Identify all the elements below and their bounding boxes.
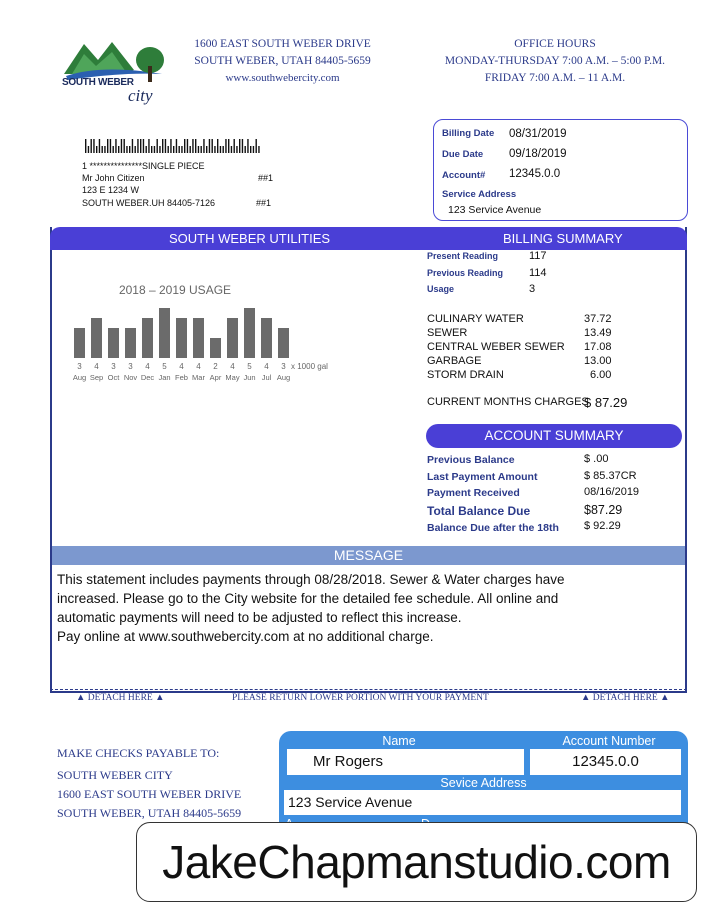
usage-month-label: Mar [192, 373, 205, 382]
usage-bar [74, 328, 85, 358]
last-payment-label: Last Payment Amount [427, 471, 538, 483]
barcode-bar [124, 139, 125, 153]
message-line1: This statement includes payments through 08/28/2018. Sewer & Water charges have [57, 572, 565, 587]
office-hours-line1: MONDAY-THURSDAY 7:00 A.M. – 5:00 P.M. [444, 55, 666, 67]
usage-bar [193, 318, 204, 358]
message-line4: Pay online at www.southwebercity.com at no additional charge. [57, 629, 434, 644]
barcode-bar [228, 139, 229, 153]
barcode-bar [159, 146, 160, 153]
city-address-header [170, 36, 395, 87]
detach-instructions: PLEASE RETURN LOWER PORTION WITH YOUR PAYMENT [232, 693, 489, 703]
mailing-name: Mr John Citizen [82, 173, 145, 183]
barcode-bar [113, 146, 114, 153]
usage-value-label: 3 [111, 362, 116, 371]
barcode-bar [151, 146, 152, 153]
stub-account-label: Account Number [562, 734, 656, 748]
barcode-bar [154, 146, 155, 153]
barcode-bar [245, 146, 246, 153]
barcode-bar [225, 139, 226, 153]
billing-date-label: Billing Date [442, 128, 495, 139]
detach-here-left: ▲ DETACH HERE ▲ [76, 693, 165, 703]
usage-month-label: Dec [140, 373, 155, 382]
usage-value-label: 2 [213, 362, 218, 371]
barcode-bar [102, 146, 103, 153]
usage-bar [227, 318, 238, 358]
usage-value-label: 3 [77, 362, 82, 371]
usage-unit-label: x 1000 gal [291, 362, 328, 371]
previous-balance-value: $ .00 [584, 453, 609, 465]
usage-bar [261, 318, 272, 358]
usage-value-label: 4 [264, 362, 269, 371]
charge-value-water: 37.72 [584, 313, 612, 325]
utilities-title: SOUTH WEBER UTILITIES [169, 231, 331, 246]
barcode-bar [148, 139, 149, 153]
office-hours [425, 36, 685, 87]
barcode-bar [242, 139, 243, 153]
usage-label: Usage [427, 284, 455, 294]
barcode-bar [146, 146, 147, 153]
mailing-city: SOUTH WEBER.UH 84405-7126 [82, 198, 216, 208]
usage-bar [278, 328, 289, 358]
barcode-bar [137, 139, 138, 153]
payment-received-label: Payment Received [427, 487, 520, 499]
barcode-bar [168, 146, 169, 153]
previous-balance-label: Previous Balance [427, 454, 515, 466]
payment-received-value: 08/16/2019 [584, 486, 640, 498]
usage-month-label: Jan [158, 373, 171, 382]
barcode-bar [85, 139, 86, 153]
usage-value-label: 4 [179, 362, 184, 371]
office-hours-title: OFFICE HOURS [514, 38, 596, 50]
total-balance-label: Total Balance Due [427, 504, 531, 518]
barcode-bar [110, 139, 111, 153]
usage-bar [210, 338, 221, 358]
stub-name-field[interactable] [287, 749, 524, 775]
barcode-bar [214, 146, 215, 153]
barcode-bar [179, 146, 180, 153]
barcode-bar [250, 146, 251, 153]
barcode-bar [181, 146, 182, 153]
barcode-bar [162, 139, 163, 153]
usage-bar [176, 318, 187, 358]
stub-name-label: Name [382, 734, 416, 748]
logo-text-line2: city [128, 86, 153, 105]
header-address-line1: 1600 EAST SOUTH WEBER DRIVE [194, 38, 371, 50]
barcode-bar [165, 139, 166, 153]
message-line2: increased. Please go to the City website for the detailed fee schedule. All online and [57, 591, 559, 606]
usage-month-label: Oct [107, 373, 120, 382]
barcode-bar [173, 146, 174, 153]
due-date-label: Due Date [442, 149, 484, 160]
postal-barcode-icon [85, 138, 263, 154]
usage-month-label: Sep [89, 373, 104, 382]
barcode-bar [201, 146, 202, 153]
barcode-bar [239, 139, 240, 153]
message-title: MESSAGE [52, 546, 685, 565]
barcode-bar [99, 139, 100, 153]
barcode-bar [190, 146, 191, 153]
usage-value-label: 3 [281, 362, 286, 371]
total-balance-value: $87.29 [584, 503, 623, 517]
barcode-bar [195, 139, 196, 153]
usage-month-label: Jul [261, 373, 272, 382]
barcode-bar [143, 139, 144, 153]
barcode-bar [212, 139, 213, 153]
barcode-bar [88, 146, 89, 153]
detach-dashed-line [50, 689, 687, 690]
mailing-line1: 1 ***************SINGLE PIECE [82, 161, 205, 171]
header-website[interactable]: www.southwebercity.com [225, 72, 340, 84]
charge-label-central-sewer: CENTRAL WEBER SEWER [427, 341, 565, 353]
usage-month-label: Feb [175, 373, 188, 382]
mailing-name-code: ##1 [258, 173, 274, 183]
billing-date-value: 08/31/2019 [509, 128, 567, 140]
barcode-bar [236, 146, 237, 153]
usage-value-label: 4 [145, 362, 150, 371]
barcode-bar [176, 139, 177, 153]
barcode-bar [203, 139, 204, 153]
last-payment-value: $ 85.37CR [584, 470, 637, 482]
barcode-bar [184, 139, 185, 153]
charge-value-central-sewer: 17.08 [584, 341, 612, 353]
barcode-bar [93, 139, 94, 153]
payable-line3: SOUTH WEBER, UTAH 84405-5659 [57, 806, 242, 820]
usage-value-label: 5 [162, 362, 167, 371]
usage-bar [91, 318, 102, 358]
barcode-bar [256, 139, 257, 153]
barcode-bar [220, 146, 221, 153]
charge-label-sewer: SEWER [427, 327, 468, 339]
current-charges-label: CURRENT MONTHS CHARGES [427, 396, 589, 408]
barcode-bar [121, 139, 122, 153]
usage-chart-title: 2018 – 2019 USAGE [118, 283, 232, 297]
message-body [57, 570, 682, 646]
barcode-bar [234, 139, 235, 153]
mountain-logo-icon [62, 36, 170, 112]
usage-month-label: Apr [209, 373, 222, 382]
late-balance-label: Balance Due after the 18th [427, 522, 559, 534]
present-reading-value: 117 [529, 250, 547, 262]
present-reading-label: Present Reading [427, 251, 499, 261]
charge-label-garbage: GARBAGE [427, 355, 482, 367]
barcode-bar [258, 146, 259, 153]
usage-bar-chart [70, 302, 350, 386]
usage-value-label: 4 [94, 362, 99, 371]
service-address-value: 123 Service Avenue [448, 204, 542, 216]
charge-label-storm-drain: STORM DRAIN [427, 369, 504, 381]
account-number-label: Account# [442, 170, 486, 181]
usage-value-label: 4 [230, 362, 235, 371]
charge-value-storm-drain: 6.00 [590, 369, 612, 381]
usage-bar [125, 328, 136, 358]
current-charges-value: $ 87.29 [584, 395, 628, 410]
account-number-value: 12345.0.0 [509, 168, 561, 180]
barcode-bar [223, 146, 224, 153]
header-address-line2: SOUTH WEBER, UTAH 84405-5659 [194, 55, 371, 67]
billing-summary-title: BILLING SUMMARY [503, 231, 623, 246]
watermark-banner: JakeChapmanstudio.com [136, 822, 697, 902]
billing-info-box [433, 119, 688, 221]
message-line3: automatic payments will need to be adjusted to reflect this increase. [57, 610, 462, 625]
usage-value: 3 [529, 283, 536, 295]
usage-bar [142, 318, 153, 358]
barcode-bar [253, 146, 254, 153]
payable-line2: 1600 EAST SOUTH WEBER DRIVE [57, 787, 242, 801]
payable-title: MAKE CHECKS PAYABLE TO: [57, 746, 220, 760]
detach-here-right: ▲ DETACH HERE ▲ [581, 693, 670, 703]
barcode-bar [126, 146, 127, 153]
barcode-bar [157, 139, 158, 153]
charge-label-water: CULINARY WATER [427, 313, 524, 325]
account-summary-title: ACCOUNT SUMMARY [426, 424, 682, 448]
barcode-bar [247, 139, 248, 153]
due-date-value: 09/18/2019 [509, 148, 567, 160]
barcode-bar [91, 139, 92, 153]
mailing-city-code: ##1 [256, 198, 272, 208]
usage-value-label: 5 [247, 362, 252, 371]
usage-value-label: 3 [128, 362, 133, 371]
stub-name-value: Mr Rogers [313, 753, 384, 770]
barcode-bar [209, 139, 210, 153]
barcode-bar [192, 139, 193, 153]
barcode-bar [129, 146, 130, 153]
barcode-bar [118, 146, 119, 153]
barcode-bar [132, 139, 133, 153]
barcode-bar [231, 146, 232, 153]
barcode-bar [140, 139, 141, 153]
charge-value-sewer: 13.49 [584, 327, 612, 339]
stub-account-value: 12345.0.0 [572, 753, 639, 770]
usage-month-label: Aug [276, 373, 291, 382]
barcode-bar [104, 146, 105, 153]
barcode-bar [107, 139, 108, 153]
barcode-bar [135, 146, 136, 153]
charge-value-garbage: 13.00 [584, 355, 612, 367]
usage-bar [244, 308, 255, 358]
barcode-bar [96, 146, 97, 153]
office-hours-line2: FRIDAY 7:00 A.M. – 11 A.M. [484, 72, 626, 84]
barcode-bar [206, 146, 207, 153]
barcode-bar [217, 139, 218, 153]
barcode-bar [115, 139, 116, 153]
mailing-street: 123 E 1234 W [82, 185, 140, 195]
usage-month-label: May [225, 373, 240, 382]
payable-line1: SOUTH WEBER CITY [57, 768, 173, 782]
city-logo [62, 36, 170, 112]
usage-bar [159, 308, 170, 358]
previous-reading-value: 114 [529, 267, 547, 279]
usage-value-label: 4 [196, 362, 201, 371]
logo-text-line1: SOUTH WEBER [62, 77, 134, 88]
previous-reading-label: Previous Reading [427, 268, 504, 278]
stub-service-label: Sevice Address [440, 776, 527, 790]
barcode-bar [170, 139, 171, 153]
barcode-bar [187, 139, 188, 153]
service-address-label: Service Address [442, 189, 517, 200]
late-balance-value: $ 92.29 [584, 520, 621, 532]
barcode-bar [198, 146, 199, 153]
stub-service-value: 123 Service Avenue [288, 794, 413, 810]
usage-month-label: Aug [72, 373, 87, 382]
stub-account-field[interactable] [530, 749, 681, 775]
stub-service-field[interactable] [284, 790, 681, 815]
usage-month-label: Jun [243, 373, 256, 382]
usage-month-label: Nov [123, 373, 138, 382]
usage-bar [108, 328, 119, 358]
